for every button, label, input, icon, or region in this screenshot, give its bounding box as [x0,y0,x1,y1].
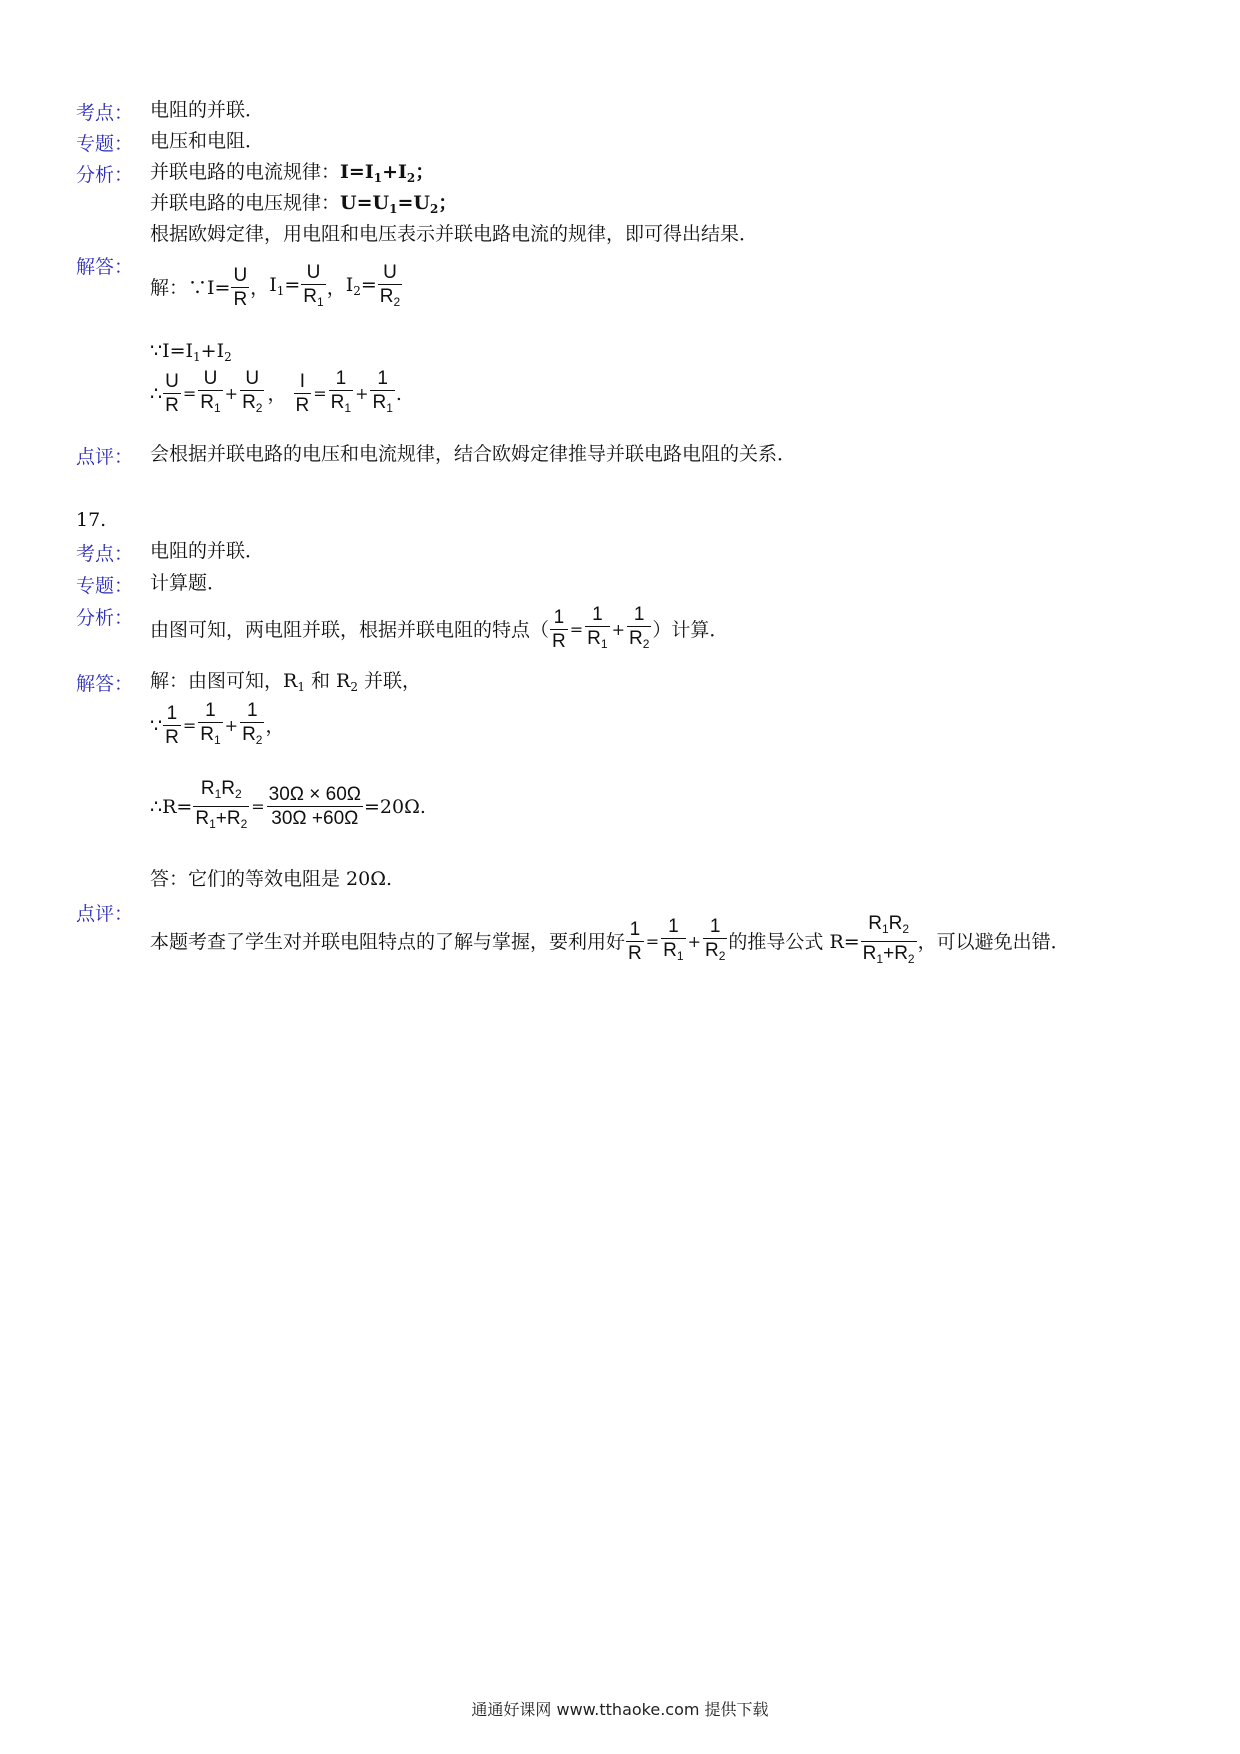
label-fenxi-1: 分析： [76,164,134,186]
equals-sign: = [569,620,584,639]
equals-sign: = [251,797,265,816]
fenxi-line-1 [150,159,434,191]
fraction-1-over-r: $\frac{1}{R}$ [165,703,179,748]
comma: ， [267,382,287,405]
comma: ， [265,714,285,737]
fraction-1-over-r1: $\frac{1}{R_1}$ [663,916,684,963]
fraction-u-over-r: $\frac{U}{R}$ [233,265,248,310]
fenxi-line-2-section [150,604,728,655]
dianping-line-2 [150,913,1070,970]
fenxi-line-1-prefix: 并联电路的电流规律： [150,161,341,183]
fraction-t2: $\frac{U}{R_1}$ [200,368,221,415]
label-kaodian-1: 考点： [76,102,134,124]
therefore-r-label: ∴R= [150,795,193,818]
label-dianping-2: 点评： [76,903,134,925]
zhuanti-text-1: 电压和电阻． [150,130,265,152]
period: . [395,382,402,405]
fraction-t5: $\frac{1}{R_1}$ [330,368,352,415]
kaodian-text-2: 电阻的并联． [150,540,265,562]
i2-label: $I_2=$ [345,273,377,298]
fenxi-suffix: ）计算． [652,618,729,641]
dianping-prefix: 本题考查了学生对并联电阻特点的了解与掌握，要利用好 [150,930,626,953]
fraction-product-over-sum: $\frac{R_1R_2}{R_1+R_2}$ [195,778,248,831]
fenxi-line-2-formula: $U=U_1=U_2$； [340,192,458,216]
fraction-1-over-r: $\frac{1}{R}$ [552,607,566,652]
footer-text: 通通好课网 www.tthaoke.com 提供下载 [471,1700,769,1719]
dianping-suffix: ，可以避免出错． [917,930,1070,953]
plus-sign: + [224,716,239,735]
label-jieda-1: 解答： [76,256,134,278]
fraction-t1: $\frac{U}{R}$ [165,371,179,416]
label-zhuanti-1: 专题： [76,133,134,155]
therefore-symbol: ∴ [150,382,163,405]
fraction-t6: $\frac{1}{R_1}$ [372,368,393,415]
dianping-mid: 的推导公式 R= [728,930,860,953]
equals-sign: = [645,932,660,951]
separator: ， [250,276,270,299]
plus-sign: + [611,620,625,639]
fraction-1-over-r1: $\frac{1}{R_1}$ [587,604,608,651]
fenxi-line-1-formula: $I=I_1+I_2$； [340,161,435,185]
fraction-t3: $\frac{U}{R_2}$ [242,368,263,415]
label-dianping-1: 点评： [76,446,134,468]
fraction-t4: $\frac{I}{R}$ [295,371,310,416]
equals-sign: = [182,716,197,735]
therefore-r-line [150,778,426,835]
fraction-1-over-r1: $\frac{1}{R_1}$ [200,700,221,747]
equals-sign: = [182,384,197,403]
jie-line-2: 解：由图可知，$R_1$ 和 $R_2$ 并联， [150,670,422,694]
fraction-u-over-r1: $\frac{U}{R_1}$ [303,262,324,309]
dianping-text-1: 会根据并联电路的电压和电流规律，结合欧姆定律推导并联电路电阻的关系． [150,443,797,465]
fraction-1-over-r2: $\frac{1}{R_2}$ [242,700,263,747]
fraction-product-over-sum: $\frac{R_1R_2}{R_1+R_2}$ [862,913,915,966]
because-reciprocal-line [150,700,285,751]
fraction-1-over-r: $\frac{1}{R}$ [628,919,642,964]
because-symbol: ∵ [150,714,163,737]
fenxi-line-3: 根据欧姆定律，用电阻和电压表示并联电路电流的规律，即可得出结果． [150,223,759,245]
label-fenxi-2: 分析： [76,607,134,629]
therefore-equation-line [150,368,402,419]
fraction-1-over-r2: $\frac{1}{R_2}$ [704,916,726,963]
result-text: =20Ω. [364,795,426,818]
separator: ， [326,276,346,299]
plus-sign: + [224,384,239,403]
label-kaodian-2: 考点： [76,543,134,565]
question-number: 17. [76,509,107,531]
jieda-equation-line-1 [150,262,403,313]
i1-label: $I_1=$ [269,273,301,298]
label-zhuanti-2: 专题： [76,575,134,597]
fenxi-line-2-prefix: 并联电路的电压规律： [150,192,341,214]
plus-sign: + [687,932,701,951]
fenxi-line-2 [150,190,457,222]
zhuanti-text-2: 计算题． [150,572,227,594]
fraction-1-over-r2: $\frac{1}{R_2}$ [628,604,650,651]
label-jieda-2: 解答： [76,673,134,695]
kaodian-text-1: 电阻的并联． [150,99,265,121]
plus-sign: + [355,384,369,403]
equals-sign: = [313,384,327,403]
because-current-sum: $\because I=I_1+I_2$ [150,340,232,364]
answer-text: 答：它们的等效电阻是 20Ω. [150,868,393,890]
fraction-calculation: $\frac{30\Omega \times 60\Omega}{30\Omega +60\Omega}$ [268,784,361,829]
fenxi-prefix: 由图可知，两电阻并联，根据并联电阻的特点（ [150,618,550,641]
fraction-u-over-r2: $\frac{U}{R_2}$ [379,262,401,309]
jie-prefix: 解：∵I= [150,276,231,299]
